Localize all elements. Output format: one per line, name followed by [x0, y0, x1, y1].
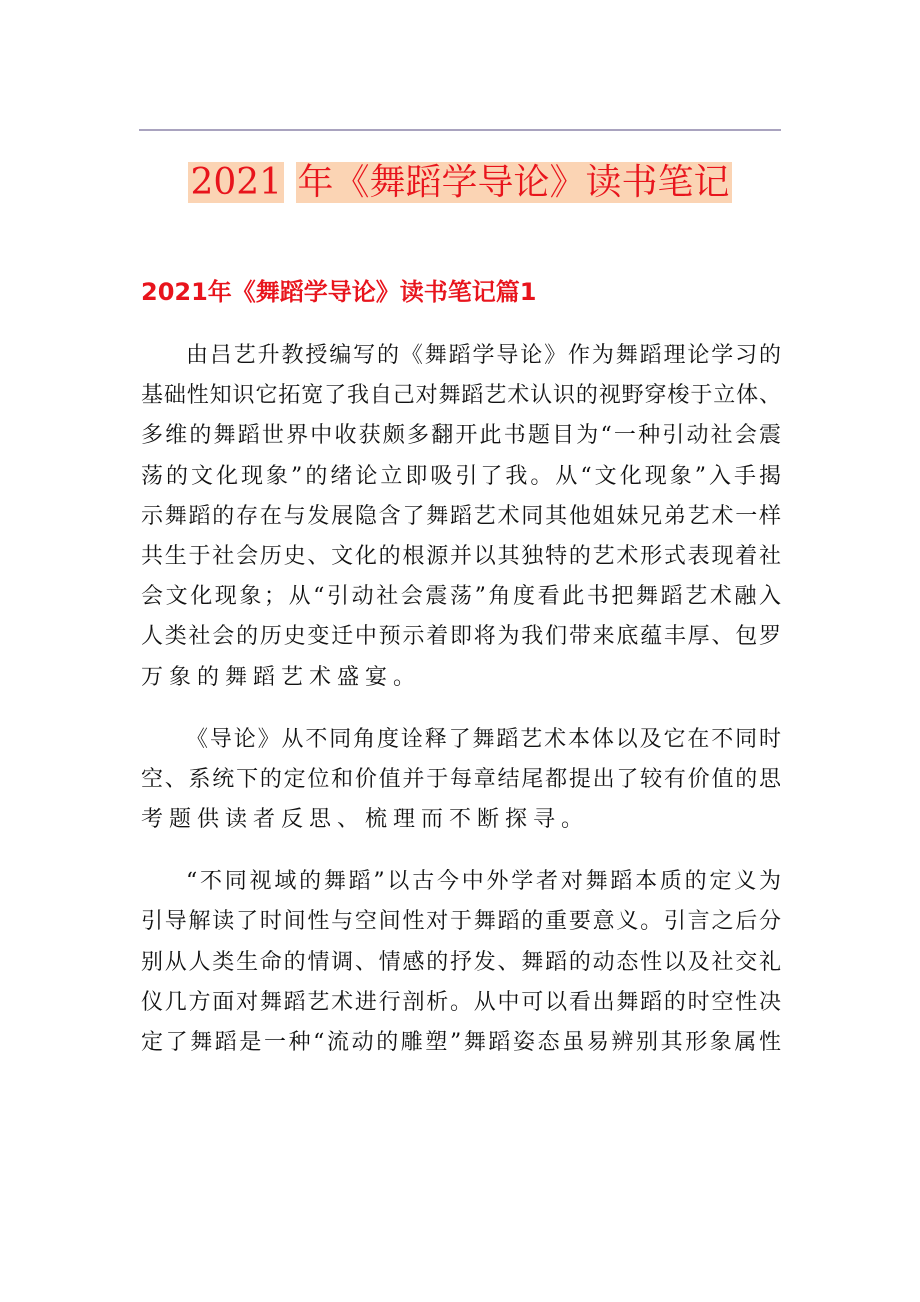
- text-line: 引导解读了时间性与空间性对于舞蹈的重要意义。引言之后分: [141, 909, 781, 935]
- text-line: 别从人类生命的情调、情感的抒发、舞蹈的动态性以及社交礼: [141, 949, 781, 975]
- text-line: 人类社会的历史变迁中预示着即将为我们带来底蕴丰厚、包罗: [141, 624, 781, 650]
- text-line: 定了舞蹈是一种“流动的雕塑”舞蹈姿态虽易辨别其形象属性: [141, 1030, 781, 1055]
- document-body: [141, 336, 781, 1085]
- title-year: 2021: [190, 162, 283, 203]
- text-line: 基础性知识它拓宽了我自己对舞蹈艺术认识的视野穿梭于立体、: [141, 383, 781, 409]
- section-heading: 2021年《舞蹈学导论》读书笔记篇1: [141, 278, 537, 306]
- paragraph: [141, 720, 781, 841]
- text-line: 多维的舞蹈世界中收获颇多翻开此书题目为“一种引动社会震: [141, 423, 781, 449]
- title-text: 年《舞蹈学导论》读书笔记: [297, 162, 730, 203]
- document-title: [0, 160, 920, 206]
- text-line: “不同视域的舞蹈”以古今中外学者对舞蹈本质的定义为: [186, 869, 781, 895]
- text-line: 万象的舞蹈艺术盛宴。: [141, 664, 422, 690]
- text-line: 共生于社会历史、文化的根源并以其独特的艺术形式表现着社: [141, 543, 781, 569]
- header-rule: [139, 129, 781, 131]
- text-line: 空、系统下的定位和价值并于每章结尾都提出了较有价值的思: [141, 766, 781, 792]
- text-line: 由吕艺升教授编写的《舞蹈学导论》作为舞蹈理论学习的: [186, 343, 781, 368]
- paragraph: [141, 336, 781, 698]
- text-line: 荡的文化现象”的绪论立即吸引了我。从“文化现象”入手揭: [141, 463, 781, 489]
- text-line: 仪几方面对舞蹈艺术进行剖析。从中可以看出舞蹈的时空性决: [141, 989, 781, 1015]
- text-line: 会文化现象；从“引动社会震荡”角度看此书把舞蹈艺术融入: [141, 584, 781, 610]
- paragraph: [141, 862, 781, 1063]
- text-line: 《导论》从不同角度诠释了舞蹈艺术本体以及它在不同时: [186, 726, 781, 752]
- text-line: 考题供读者反思、梳理而不断探寻。: [141, 807, 590, 833]
- text-line: 示舞蹈的存在与发展隐含了舞蹈艺术同其他姐妹兄弟艺术一样: [141, 503, 781, 529]
